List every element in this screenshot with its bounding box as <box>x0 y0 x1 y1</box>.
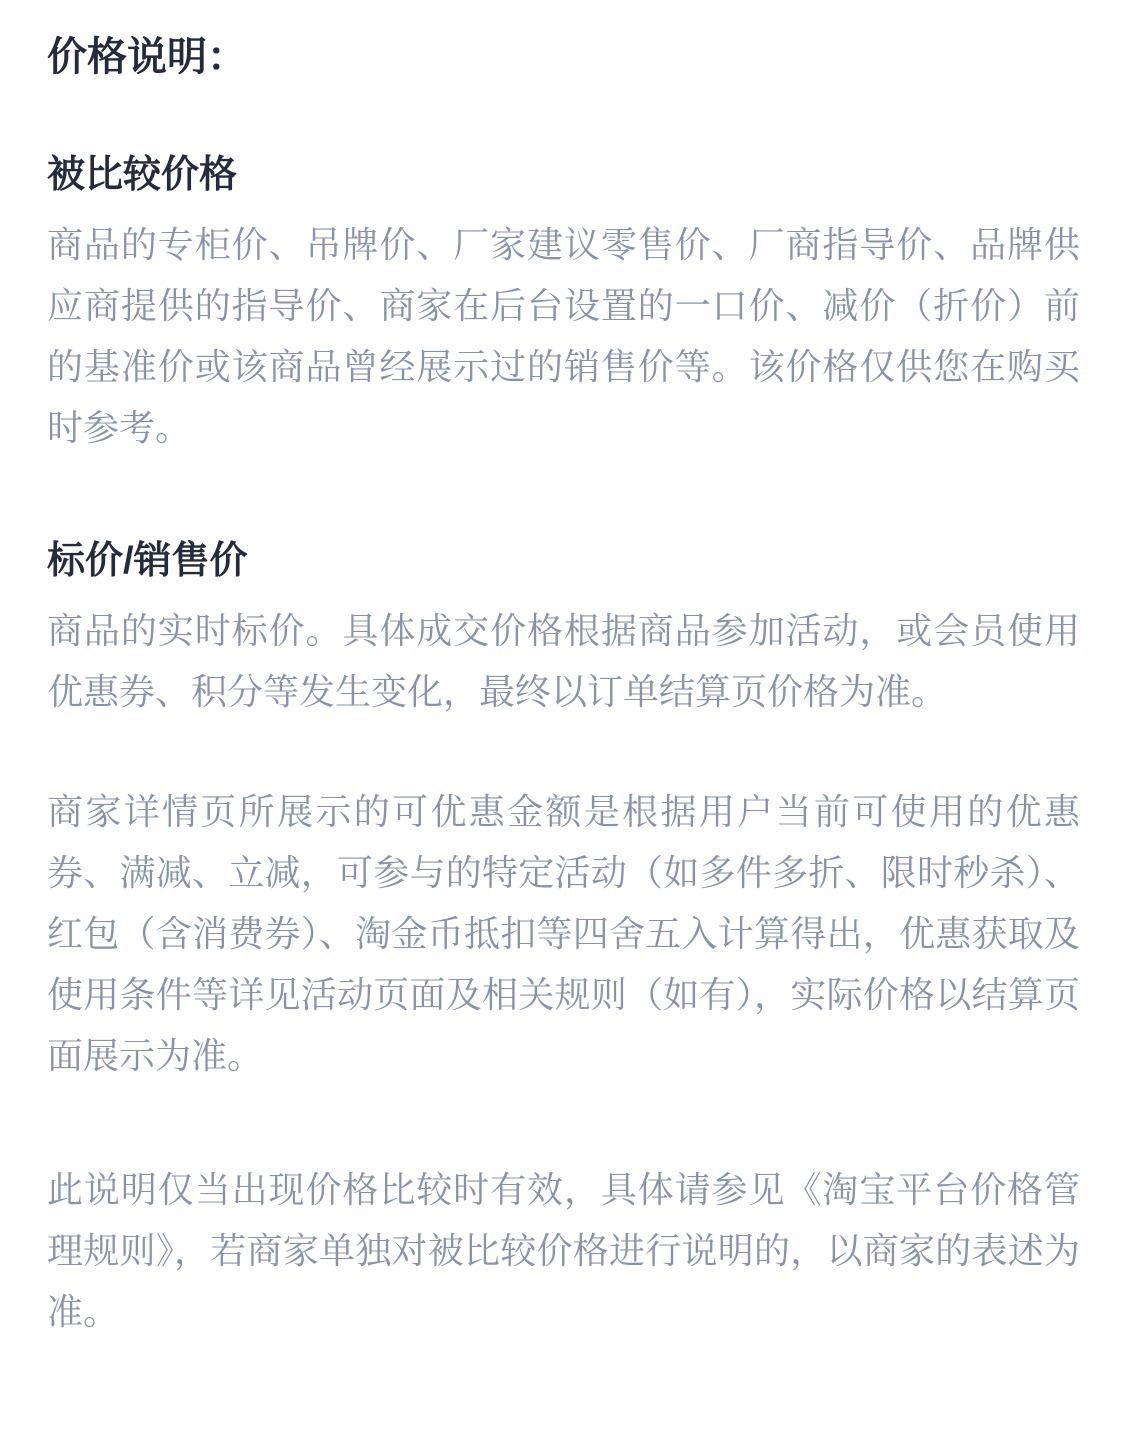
section-compared-price <box>47 145 1080 458</box>
paragraph-price-comparison-note: 此说明仅当出现价格比较时有效，具体请参见《淘宝平台价格管理规则》，若商家单独对被比较价格进行说明的，以商家的表述为准。 <box>47 1169 1080 1332</box>
page-title: 价格说明： <box>47 35 247 79</box>
paragraph-discount-calculation: 商家详情页所展示的可优惠金额是根据用户当前可使用的优惠券、满减、立减，可参与的特定活动（如多件多折、限时秒杀）、红包（含消费券）、淘金币抵扣等四舍五入计算得出，优惠获取及使用条件等详见活动页面及相关规则（如有），实际价格以结算页面展示为准。 <box>47 791 1080 1076</box>
heading-compared-price: 被比较价格 <box>47 154 238 196</box>
paragraph-list-price-desc: 商品的实时标价。具体成交价格根据商品参加活动，或会员使用优惠券、积分等发生变化，最终以订单结算页价格为准。 <box>47 610 1080 712</box>
paragraph-compared-price-desc: 商品的专柜价、吊牌价、厂家建议零售价、厂商指导价、品牌供应商提供的指导价、商家在后台设置的一口价、减价（折价）前的基准价或该商品曾经展示过的销售价等。该价格仅供您在购买时参考。 <box>47 224 1080 448</box>
section-list-price <box>47 531 1080 722</box>
heading-list-price: 标价/销售价 <box>47 540 248 582</box>
